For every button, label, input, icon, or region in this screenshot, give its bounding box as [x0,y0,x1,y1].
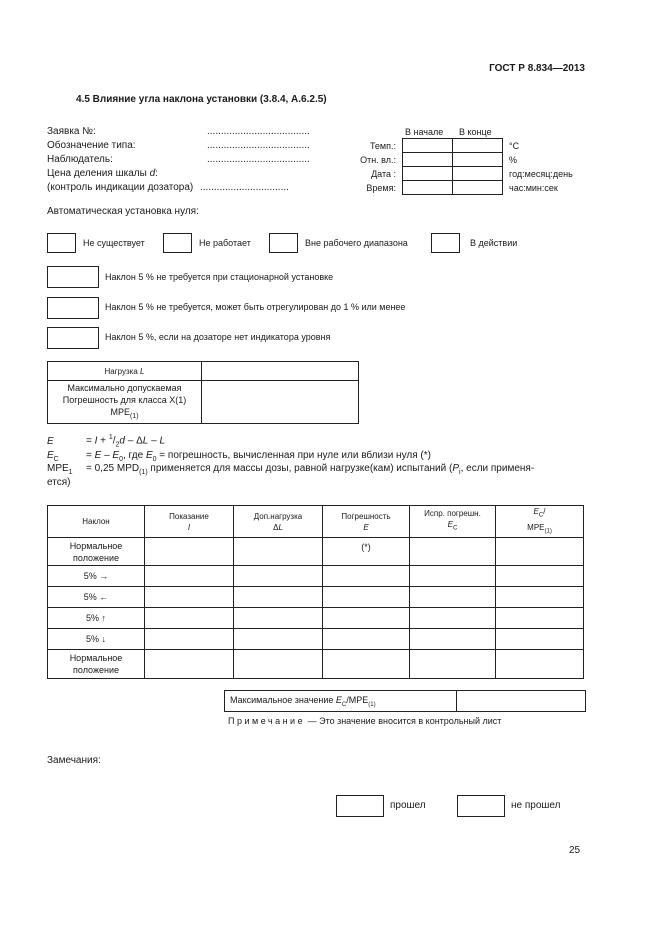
temp-start-cell[interactable] [403,139,453,153]
header-add-load: Доп.нагрузка ΔL [234,506,323,538]
cell-corrected-1[interactable] [410,538,496,566]
cell-corrected-3[interactable] [410,587,496,608]
checkbox-out-of-range[interactable] [269,233,298,253]
cell-error-2[interactable] [323,566,410,587]
checkbox-fail[interactable] [457,795,505,817]
cell-addload-2[interactable] [234,566,323,587]
cell-error-4[interactable] [323,608,410,629]
unit-date: год:месяц:день [509,169,573,179]
row-label-down: 5% ↓ [48,629,145,650]
date-start-cell[interactable] [403,167,453,181]
formula-ec: = E – $E_0$, где $E_0$ = погрешность, вычисленная при нуле или вблизи нуля (*) [86,450,431,463]
pass-label: прошел [390,800,426,811]
formula-mpe-cont: ется) [47,477,71,488]
conditions-table [402,138,503,195]
header-tilt: Наклон [48,506,145,538]
row-label-up: 5% ↑ [48,608,145,629]
option-out-of-range: Вне рабочего диапазона [305,238,408,248]
humidity-start-cell[interactable] [403,153,453,167]
header-ec-mpe: $E_C/$ $MPE_{(1)}$ [496,506,584,538]
cell-reading-2[interactable] [145,566,234,587]
header-corrected-error: Испр. погрешн. $E_C$ [410,506,496,538]
col-end-label: В конце [459,127,492,137]
max-value-label: Максимальное значение $E_C/MPE_{(1)}$ [225,691,457,712]
formula-sym-ec: $E_C$ [47,450,59,463]
row-label-left: 5% ← [48,587,145,608]
row-label-normal-2: Нормальное положение [48,650,145,679]
header-error: Погрешность E [323,506,410,538]
remarks-label: Замечания: [47,755,101,766]
field-label-indication-control: (контроль индикации дозатора) [47,182,194,193]
unit-temp: °C [509,141,520,151]
cell-addload-6[interactable] [234,650,323,679]
page-number: 25 [569,845,581,856]
field-dots-application[interactable]: ..................................... [207,126,310,137]
option-not-working: Не работает [199,238,251,248]
section-title: 4.5 Влияние угла наклона установки (3.8.4, А.6.2.5) [76,94,327,105]
row-label-date: Дата : [371,169,396,179]
mpe-label-line3: $MPE_{(1)}$ [110,406,139,420]
checkbox-pass[interactable] [336,795,384,817]
cell-addload-5[interactable] [234,629,323,650]
formula-sym-mpe: $MPE_1$ [47,463,73,476]
formula-sym-e: E [47,436,54,447]
max-value-table [224,690,586,712]
field-label-scale-division: Цена деления шкалы d: [47,168,158,179]
row-label-humidity: Отн. вл.: [360,155,396,165]
zero-setting-title: Автоматическая установка нуля: [47,206,199,217]
cell-ratio-2[interactable] [496,566,584,587]
field-label-application: Заявка №: [47,126,96,137]
cell-ratio-6[interactable] [496,650,584,679]
field-dots-indication-control[interactable]: ................................ [200,182,289,193]
field-label-type: Обозначение типа: [47,140,136,151]
cell-reading-4[interactable] [145,608,234,629]
cell-ratio-4[interactable] [496,608,584,629]
cell-ratio-1[interactable] [496,538,584,566]
formula-mpe: = 0,25 $MPD_{(1)}$ применяется для массы дозы, равной нагрузке(кам) испытаний ($P_i$, если применя- [86,463,535,476]
time-end-cell[interactable] [453,181,503,195]
cell-reading-5[interactable] [145,629,234,650]
max-value-cell[interactable] [457,691,586,712]
option-active: В действии [470,238,518,248]
tilt-option-adjustable: Наклон 5 % не требуется, может быть отрегулирован до 1 % или менее [105,302,406,312]
cell-error-6[interactable] [323,650,410,679]
cell-addload-3[interactable] [234,587,323,608]
load-table [47,361,359,424]
checkbox-tilt-no-indicator[interactable] [47,327,99,349]
note [228,716,501,726]
cell-corrected-4[interactable] [410,608,496,629]
field-label-observer: Наблюдатель: [47,154,113,165]
tilt-option-stationary: Наклон 5 % не требуется при стационарной установке [105,272,334,282]
tilt-option-no-indicator: Наклон 5 %, если на дозаторе нет индикатора уровня [105,332,331,342]
checkbox-active[interactable] [431,233,460,253]
field-dots-observer[interactable]: ..................................... [207,154,310,165]
cell-corrected-6[interactable] [410,650,496,679]
unit-humidity: % [509,155,518,165]
load-label-cell: Нагрузка L [48,362,202,381]
cell-error-5[interactable] [323,629,410,650]
fail-label: не прошел [511,800,561,811]
cell-addload-4[interactable] [234,608,323,629]
cell-reading-1[interactable] [145,538,234,566]
date-end-cell[interactable] [453,167,503,181]
note-text: — Это значение вносится в контрольный лист [305,716,502,726]
option-not-exist: Не существует [83,238,145,248]
temp-end-cell[interactable] [453,139,503,153]
cell-corrected-5[interactable] [410,629,496,650]
row-label-temp: Темп.: [369,141,396,151]
checkbox-not-exist[interactable] [47,233,76,253]
mpe-label-cell [48,381,202,424]
time-start-cell[interactable] [403,181,453,195]
cell-error-1[interactable]: (*) [323,538,410,566]
checkbox-not-working[interactable] [163,233,192,253]
cell-reading-6[interactable] [145,650,234,679]
field-dots-type[interactable]: ..................................... [207,140,310,151]
humidity-end-cell[interactable] [453,153,503,167]
load-value-cell[interactable] [202,362,359,381]
cell-ratio-5[interactable] [496,629,584,650]
row-label-right: 5% → [48,566,145,587]
cell-reading-3[interactable] [145,587,234,608]
tilt-results-table [47,505,584,679]
col-start-label: В начале [405,127,444,137]
row-label-time: Время: [366,183,396,193]
checkbox-tilt-adjustable[interactable] [47,297,99,319]
mpe-label-line1: Максимально допускаемая [67,382,182,393]
header-reading: Показание I [145,506,234,538]
standard-number: ГОСТ Р 8.834—2013 [489,63,585,74]
cell-error-3[interactable] [323,587,410,608]
mpe-value-cell[interactable] [202,381,359,424]
note-prefix: Примечание [228,716,306,726]
unit-time: час:мин:сек [509,183,558,193]
formula-e: = $I + ^1/_2d - \Delta L - L$ [86,434,166,449]
mpe-label-line2: Погрешность для класса X(1) [62,394,187,405]
cell-corrected-2[interactable] [410,566,496,587]
cell-ratio-3[interactable] [496,587,584,608]
row-label-normal-1: Нормальное положение [48,538,145,566]
checkbox-tilt-stationary[interactable] [47,266,99,288]
cell-addload-1[interactable] [234,538,323,566]
